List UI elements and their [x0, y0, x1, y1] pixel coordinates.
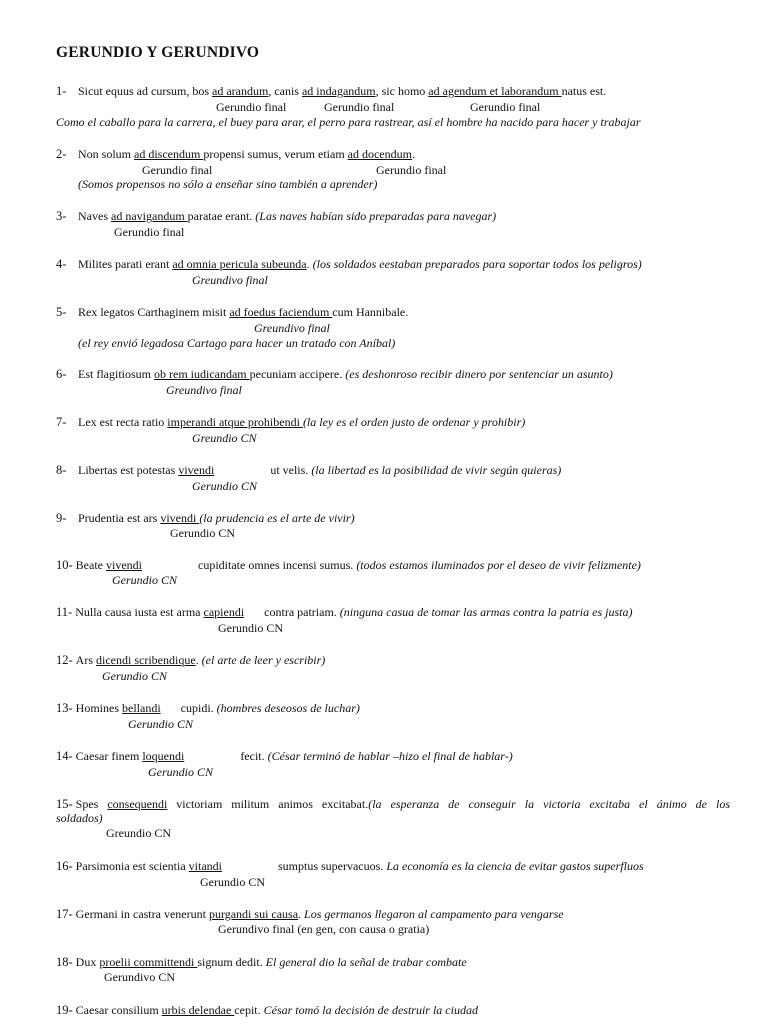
item-number: 5- [56, 305, 67, 319]
sentence-6: 6- Est flagitiosum ob rem iudicandam pecuniam accipere. (es deshonroso recibir dinero por sentenciar un asunto) [56, 367, 613, 381]
page-title: GERUNDIO Y GERUNDIVO [56, 44, 260, 61]
underlined-term: vivendi [106, 558, 142, 572]
underlined-term: bellandi [122, 701, 161, 715]
underlined-term: vitandi [188, 859, 222, 873]
translation: (hombres deseosos de luchar) [216, 701, 360, 715]
translation: (la libertad es la posibilidad de vivir según quieras) [311, 463, 562, 477]
grammar-label: Greundivo final [192, 273, 268, 287]
grammar-label: Gerundio CN [192, 479, 258, 493]
underlined-term: loquendi [142, 749, 185, 763]
underlined-term: ad omnia pericula subeunda [172, 257, 307, 271]
grammar-label: Greundivo final [254, 321, 330, 335]
item-number: 9- [56, 511, 67, 525]
underlined-term: purgandi sui causa [208, 907, 299, 921]
grammar-label: Gerundio final [216, 100, 287, 114]
underlined-term: consequendi [107, 797, 168, 811]
underlined-term: capiendi [203, 605, 245, 619]
underlined-term: ad indagandum [301, 84, 376, 98]
sentence-13: 13- Homines bellandi cupidi. (hombres deseosos de luchar) [56, 701, 360, 715]
grammar-label: Gerundio CN [170, 526, 235, 540]
sentence-19: 19- Caesar consilium urbis delendae cepit. César tomó la decisión de destruir la ciudad [56, 1003, 478, 1017]
grammar-label: Gerundio final [114, 225, 185, 239]
sentence-17: 17- Germani in castra venerunt purgandi sui causa. Los germanos llegaron al campamento para vengarse [56, 907, 564, 921]
grammar-label: Gerundio final [470, 100, 541, 114]
grammar-label: Gerundio final [142, 163, 213, 177]
item-number: 18- [56, 955, 73, 969]
translation: (la ley es el orden justo de ordenar y prohibir) [302, 415, 526, 429]
translation: (César terminó de hablar –hizo el final de hablar-) [267, 749, 513, 763]
grammar-label: Gerundio CN [112, 573, 178, 587]
grammar-label: Gerundivo CN [104, 970, 175, 984]
sentence-10: 10- Beate vivendi cupiditate omnes incensi sumus. (todos estamos iluminados por el deseo de vivir felizmente) [56, 558, 641, 572]
translation: (el rey envió legadosa Cartago para hacer un tratado con Aníbal) [78, 336, 396, 350]
item-number: 16- [56, 859, 73, 873]
underlined-term: ob rem iudicandam [154, 367, 250, 381]
grammar-label: Gerundio final [324, 100, 395, 114]
translation: Los germanos llegaron al campamento para vengarse [304, 907, 564, 921]
translation: (el arte de leer y escribir) [201, 653, 326, 667]
underlined-term: ad discendum [134, 147, 204, 161]
grammar-label: Gerundio CN [128, 717, 194, 731]
translation: (ninguna casua de tomar las armas contra la patria es justa) [339, 605, 633, 619]
item-number: 17- [56, 907, 73, 921]
underlined-term: urbis delendae [161, 1003, 235, 1017]
translation: (es deshonroso recibir dinero por sentenciar un asunto) [345, 367, 613, 381]
translation: La economía es la ciencia de evitar gastos superfluos [386, 859, 644, 873]
translation: (la prudencia es el arte de vivir) [199, 511, 355, 525]
item-number: 14- [56, 749, 73, 763]
translation: (Las naves habían sido preparadas para navegar) [255, 209, 497, 223]
item-number: 13- [56, 701, 73, 715]
item-number: 4- [56, 257, 67, 271]
grammar-label: Gerundivo final (en gen, con causa o gratia) [218, 922, 430, 936]
underlined-term: vivendi [178, 463, 215, 477]
grammar-label: Greundio CN [106, 826, 171, 840]
translation: (los soldados eestaban preparados para soportar todos los peligros) [312, 257, 642, 271]
sentence-3: 3- Naves ad navigandum paratae erant. (Las naves habían sido preparadas para navegar) [56, 209, 497, 223]
grammar-label: Greundivo final [166, 383, 242, 397]
item-number: 7- [56, 415, 67, 429]
underlined-term: ad docendum [347, 147, 412, 161]
translation: El general dio la señal de trabar combate [265, 955, 467, 969]
sentence-11: 11- Nulla causa iusta est arma capiendi contra patriam. (ninguna casua de tomar las armas contra la patria es justa) [56, 605, 633, 619]
underlined-term: dicendi scribendique [96, 653, 196, 667]
grammar-label: Gerundio CN [148, 765, 214, 779]
item-number: 1- [56, 84, 67, 98]
sentence-4: 4- Milites parati erant ad omnia pericula subeunda. (los soldados eestaban preparados para soportar todos los peligros) [56, 257, 642, 271]
grammar-label: Gerundio CN [200, 875, 265, 889]
sentence-2: 2- Non solum ad discendum propensi sumus, verum etiam ad docendum. [56, 147, 415, 161]
grammar-label: Gerundio CN [102, 669, 168, 683]
item-number: 6- [56, 367, 67, 381]
translation: César tomó la decisión de destruir la ciudad [263, 1003, 478, 1017]
sentence-14: 14- Caesar finem loquendi fecit. (César terminó de hablar –hizo el final de hablar-) [56, 749, 513, 763]
sentence-5: 5- Rex legatos Carthaginem misit ad foedus faciendum cum Hannibale. [56, 305, 409, 319]
sentence-1: 1- Sicut equus ad cursum, bos ad arandum, canis ad indagandum, sic homo ad agendum et laborandum natus est. [56, 84, 607, 98]
translation: (todos estamos iluminados por el deseo de vivir felizmente) [356, 558, 641, 572]
translation: (la esperanza de conseguir la victoria excitaba el ánimo de los soldados) [56, 797, 730, 825]
sentence-18: 18- Dux proelii committendi signum dedit. El general dio la señal de trabar combate [56, 955, 467, 969]
underlined-term: imperandi atque prohibendi [167, 415, 303, 429]
item-number: 3- [56, 209, 67, 223]
item-number: 15- [56, 797, 73, 811]
item-number: 11- [56, 605, 73, 619]
sentence-12: 12- Ars dicendi scribendique. (el arte de leer y escribir) [56, 653, 326, 667]
translation: Como el caballo para la carrera, el buey para arar, el perro para rastrear, así el hombre ha nacido para hacer y trabajar [56, 115, 641, 129]
item-number: 8- [56, 463, 67, 477]
underlined-term: ad foedus faciendum [229, 305, 333, 319]
item-number: 10- [56, 558, 73, 572]
item-number: 19- [56, 1003, 73, 1017]
underlined-term: proelii committendi [99, 955, 198, 969]
sentence-16: 16- Parsimonia est scientia vitandi sumptus supervacuos. La economía es la ciencia de evitar gastos superfluos [56, 859, 644, 873]
sentence-15: 15- Spes consequendi victoriam militum animos excitabat.(la esperanza de conseguir la victoria excitaba el ánimo de los soldados) [56, 797, 730, 825]
sentence-9: 9- Prudentia est ars vivendi (la prudencia es el arte de vivir) [56, 511, 355, 525]
sentence-7: 7- Lex est recta ratio imperandi atque prohibendi (la ley es el orden justo de ordenar y prohibir) [56, 415, 526, 429]
grammar-label: Greundio CN [192, 431, 257, 445]
underlined-term: ad arandum [212, 84, 269, 98]
item-number: 2- [56, 147, 67, 161]
underlined-term: ad agendum et laborandum [428, 84, 562, 98]
item-number: 12- [56, 653, 73, 667]
sentence-8: 8- Libertas est potestas vivendi ut velis. (la libertad es la posibilidad de vivir según quieras) [56, 463, 562, 477]
grammar-label: Gerundio final [376, 163, 447, 177]
underlined-term: vivendi [160, 511, 200, 525]
grammar-label: Gerundio CN [218, 621, 283, 635]
translation: (Somos propensos no sólo a enseñar sino también a aprender) [78, 177, 378, 191]
underlined-term: ad navigandum [111, 209, 188, 223]
